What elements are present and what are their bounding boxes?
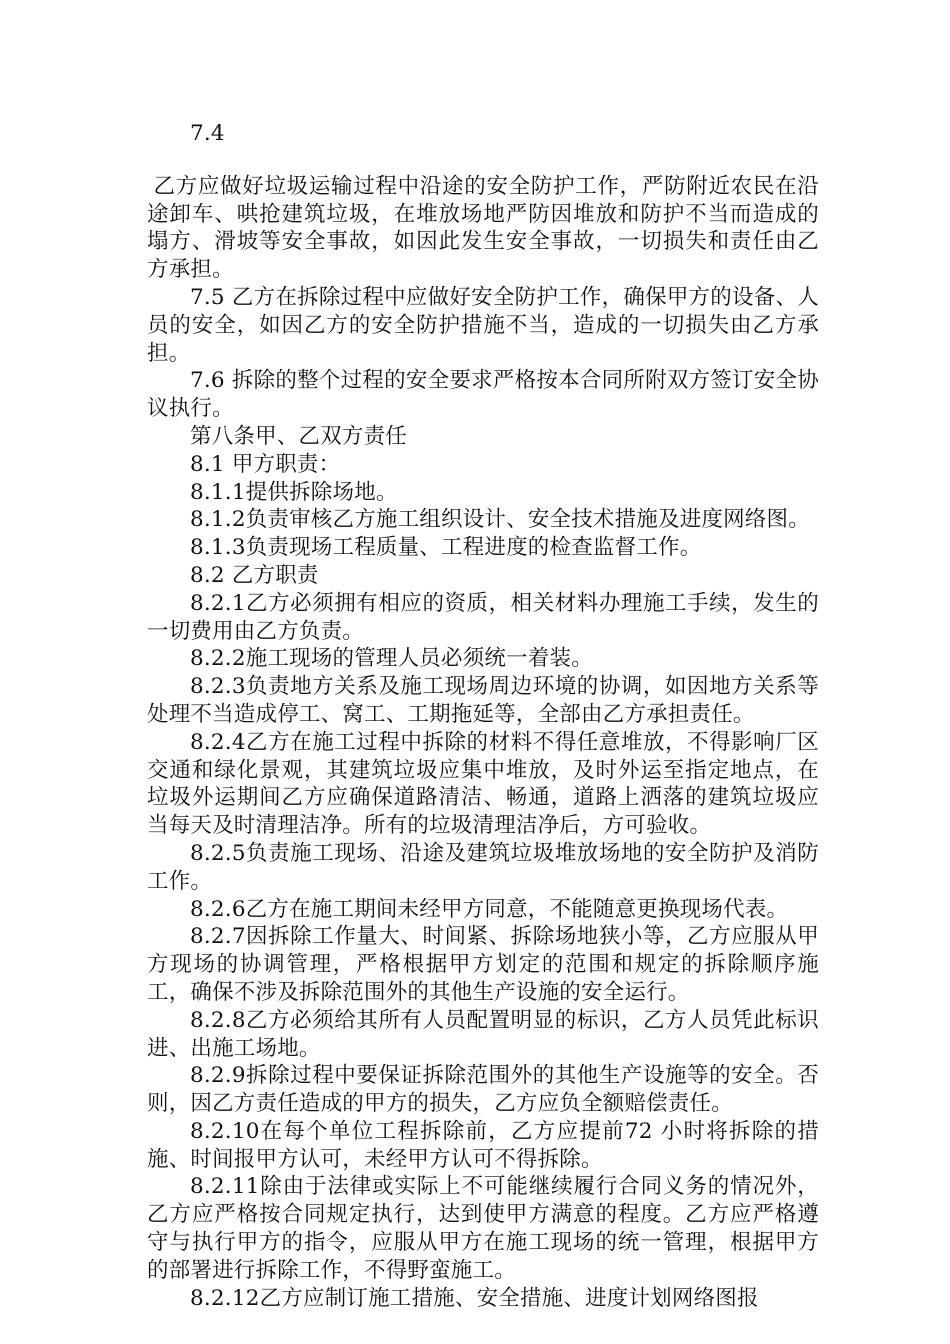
clause-7-4-number: 7.4 bbox=[190, 121, 225, 146]
clause-7-6: 7.6 拆除的整个过程的安全要求严格按本合同所附双方签订安全协议执行。 bbox=[147, 368, 819, 422]
article-8-heading: 第八条甲、乙双方责任 bbox=[190, 423, 408, 449]
clause-8-1: 8.1 甲方职责： bbox=[190, 451, 341, 477]
clause-8-1-3: 8.1.3负责现场工程质量、工程进度的检查监督工作。 bbox=[190, 535, 702, 561]
clause-8-2-2: 8.2.2施工现场的管理人员必须统一着装。 bbox=[190, 646, 593, 672]
clause-8-1-2: 8.1.2负责审核乙方施工组织设计、安全技术措施及进度网络图。 bbox=[190, 507, 810, 533]
clause-7-4-text: 乙方应做好垃圾运输过程中沿途的安全防护工作，严防附近农民在沿途卸车、哄抢建筑垃圾，在堆放场地严防因堆放和防护不当而造成的塌方、滑坡等安全事故，如因此发生安全事故，一切损失和责任由乙方承担。 bbox=[147, 173, 819, 283]
document-body bbox=[147, 120, 819, 1312]
clause-8-2-3: 8.2.3负责地方关系及施工现场周边环境的协调，如因地方关系等处理不当造成停工、窝工、工期拖延等，全部由乙方承担责任。 bbox=[147, 674, 819, 727]
clause-8-2-12: 8.2.12乙方应制订施工措施、安全措施、进度计划网络图报 bbox=[190, 1285, 759, 1311]
clause-8-2: 8.2 乙方职责 bbox=[190, 562, 319, 588]
clause-7-5: 7.5 乙方在拆除过程中应做好安全防护工作，确保甲方的设备、人员的安全，如因乙方的安全防护措施不当，造成的一切损失由乙方承担。 bbox=[147, 284, 819, 366]
clause-8-2-8: 8.2.8乙方必须给其所有人员配置明显的标识，乙方人员凭此标识进、出施工场地。 bbox=[147, 1007, 819, 1061]
clause-8-2-4: 8.2.4乙方在施工过程中拆除的材料不得任意堆放，不得影响厂区交通和绿化景观，其建筑垃圾应集中堆放，及时外运至指定地点，在垃圾外运期间乙方应确保道路清洁、畅通，道路上洒落的建筑垃圾应当每天及时清理洁净。所有的垃圾清理洁净后，方可验收。 bbox=[147, 729, 819, 839]
clause-8-2-1: 8.2.1乙方必须拥有相应的资质，相关材料办理施工手续，发生的一切费用由乙方负责。 bbox=[147, 590, 819, 644]
clause-8-2-7: 8.2.7因拆除工作量大、时间紧、拆除场地狭小等，乙方应服从甲方现场的协调管理，严格根据甲方划定的范围和规定的拆除顺序施工，确保不涉及拆除范围外的其他生产设施的安全运行。 bbox=[147, 924, 819, 1005]
clause-8-2-9: 8.2.9拆除过程中要保证拆除范围外的其他生产设施等的安全。否则，因乙方责任造成的甲方的损失，乙方应负全额赔偿责任。 bbox=[147, 1063, 819, 1117]
clause-8-2-11: 8.2.11除由于法律或实际上不可能继续履行合同义务的情况外，乙方应严格按合同规定执行，达到使甲方满意的程度。乙方应严格遵守与执行甲方的指令，应服从甲方在施工现场的统一管理，根据甲方的部署进行拆除工作，不得野蛮施工。 bbox=[147, 1174, 819, 1283]
clause-8-2-10: 8.2.10在每个单位工程拆除前，乙方应提前72 小时将拆除的措施、时间报甲方认可，未经甲方认可不得拆除。 bbox=[147, 1118, 819, 1172]
clause-8-2-6: 8.2.6乙方在施工期间未经甲方同意，不能随意更换现场代表。 bbox=[190, 896, 789, 922]
clause-8-2-5: 8.2.5负责施工现场、沿途及建筑垃圾堆放场地的安全防护及消防工作。 bbox=[147, 840, 819, 894]
clause-8-1-1: 8.1.1提供拆除场地。 bbox=[190, 479, 398, 505]
